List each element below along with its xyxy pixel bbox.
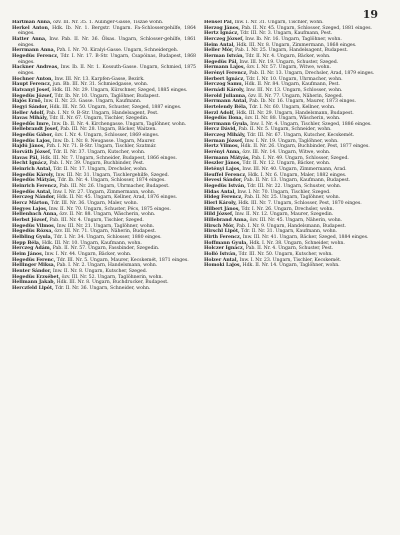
- entry-details: Pzh. I. Nr. 70. Kiralyi-Gasse. Ungarn, Schneidergeh.: [56, 48, 179, 54]
- entry-details: özv. I. Nr. 57. Ungarn, Witwe, wohn.: [246, 65, 331, 71]
- entry-name: Hegedüs Ilona,: [204, 116, 244, 122]
- entry-name: Heim Antal,: [204, 42, 235, 48]
- left-column: [12, 20, 196, 527]
- entry-name: Holló István,: [204, 251, 238, 257]
- entry-details: Pab. I. Nr. 49. Ungarn, Schlosser, Szeged.: [251, 155, 349, 161]
- entry-details: Hdk. III. Nr. 8. Ungarn, Zimmermann, 1868 einges.: [236, 42, 357, 48]
- entry-name: Hegedüs Ferenc,: [12, 257, 56, 263]
- entry-details: Pab. I. Nr. 25. Ungarn, Handelsagent, Budapest.: [235, 48, 348, 54]
- entry-name: Heller Mór,: [204, 48, 234, 54]
- entry-details: Tdr. II. Nr. 4. Ungarn, Bäcker, wohn.: [245, 53, 331, 59]
- entry-details: jun. Bb. III. Nr. 31. Schmiedgasse, wohn.: [52, 82, 149, 88]
- entry-name: Hellinger Miksa,: [12, 263, 56, 269]
- entry-details: Inw. III. Nr. 19. Ungarn, Schuster, Szeged.: [239, 59, 339, 65]
- entry-name: Heim János,: [12, 251, 44, 257]
- directory-entry: [12, 54, 196, 65]
- entry-name: Herényi Ferencz,: [204, 70, 248, 76]
- entry-name: Hegedüs Pál,: [204, 59, 238, 65]
- entry-name: Herczeg József,: [204, 36, 244, 42]
- entry-name: Hirsch Mór,: [204, 223, 235, 229]
- entry-details: Inw. III. Nr. 31. Ungarn, Tischlergehilfe, Szeged.: [55, 172, 170, 178]
- entry-name: Hackner Andreas,: [12, 65, 59, 71]
- entry-name: Hegedüs József,: [12, 93, 54, 99]
- entry-details: Inw. Pab. II. Nr. 36. Ölsas. Ungarn, Schlosser-gehilfe, 1861 einges.: [18, 36, 196, 48]
- entry-details: Pab. I. Nr. 39. Ungarn, Buchbinder, Pest.: [49, 161, 145, 167]
- entry-name: Holzer Antal,: [204, 257, 239, 263]
- entry-name: Hegedűs Imre,: [12, 121, 51, 127]
- entry-name: Hermann Lajos,: [204, 65, 246, 71]
- entry-name: Hercz Dávid,: [204, 127, 237, 133]
- directory-columns: [12, 20, 388, 527]
- entry-details: Inw. III. Nr. 21. Ungarn, Taglöhner, wohn.: [56, 223, 155, 229]
- entry-details: Hdk. III. Nr. 7. Ungarn, Schneider, Budapest, 1866 einges.: [40, 155, 177, 161]
- entry-details: Hdk. II. Nr. 14. Ungarn, Taglöhner, wohn.: [242, 263, 340, 269]
- entry-details: Inw. I. Nr. 27. Ungarn, Zimmermann, wohn.: [53, 189, 156, 195]
- entry-name: Hevesi Sándor,: [204, 178, 243, 184]
- entry-name: Herczeg Ádám,: [12, 246, 52, 252]
- entry-name: Hertz Vilmos,: [204, 144, 240, 150]
- entry-name: Hatvanyi Josef,: [12, 87, 51, 93]
- entry-name: Hecht Ignácz,: [12, 161, 48, 167]
- entry-details: Inw. I. Nr. 19. Ungarn, Taglöhner, wohn.: [244, 138, 339, 144]
- entry-name: Herold Julianna,: [204, 93, 247, 99]
- entry-details: Pab. Ib. Nr. 16. Ungarn, Maurer, 1873 einges.: [249, 99, 356, 105]
- entry-name: Holczer Ignácz,: [204, 246, 245, 252]
- entry-name: Herbert Ignácz,: [204, 76, 245, 82]
- entry-details: Tdr. Ib. Nr. 10. Ungarn, Taglöhner, Budapest.: [54, 93, 160, 99]
- entry-name: Hochner Anton,: [12, 76, 53, 82]
- entry-details: özv. II. Nr. 77. Ungarn, Näherin, Szeged.: [248, 93, 343, 99]
- entry-name: Hegedüs Vilmos,: [12, 223, 56, 229]
- entry-details: Pab. III. Nr. 4. Ungarn, Tischler, Szeged.: [49, 217, 144, 223]
- entry-name: Herczeg Nándor,: [12, 195, 56, 201]
- entry-details: Hdk. Ib. Nr. 1. Bergstr. Ungarn. Fa-Schlossergehilfe, 1864 einges.: [18, 25, 196, 37]
- entry-details: Pab. II. Nr. 13. Ungarn, Drechsler, Arad, 1879 einges.: [249, 70, 375, 76]
- entry-details: Inw. III. Nr. 13. Karpfen-Gasse, Bezirk.: [54, 76, 145, 82]
- directory-entry: [12, 65, 196, 76]
- entry-name: Haupt Ferencz,: [12, 82, 52, 88]
- entry-details: özv. III. Nr. 35. 1. Aulinger-Gasse, Tiszaé wohn.: [53, 20, 164, 25]
- entry-details: Inw. I. Nr. 31. Ungarn, Tischler, wohn.: [234, 20, 324, 25]
- entry-name: Herczfeld Lipót,: [12, 285, 54, 291]
- directory-entry: [12, 37, 196, 48]
- entry-name: Hegedüs Mátyás,: [12, 178, 57, 184]
- entry-name: Heszler János,: [204, 161, 241, 167]
- entry-details: özv. III. Nr. 14. Ungarn, Witwe, wohn.: [242, 150, 331, 156]
- entry-details: Tdr. II. Nr. 17. Ungarn, Drechsler, wohn.: [53, 167, 148, 173]
- entry-details: Hdk. I. Nr. 38. Ungarn, Schneider, wohn.: [249, 240, 345, 246]
- entry-details: Hdk. I. Nr. 6. Ungarn, Maler, 1882 einges.: [247, 172, 347, 178]
- entry-details: Tdr. III. Nr. 5. Ungarn, Maurer, Kecskemét, 1871 einges.: [56, 257, 189, 263]
- entry-name: Hajós Ernő,: [12, 99, 43, 105]
- entry-name: Heinrich Antal,: [12, 167, 52, 173]
- entry-details: Pab. III. Nr. 28. Ungarn, Bäcker, Waitzen.: [60, 127, 157, 133]
- entry-name: Herman József,: [204, 138, 244, 144]
- entry-details: Pab. II. Nr. 4. Ungarn, Schuster, Pest.: [245, 246, 334, 252]
- directory-entry: [204, 263, 388, 269]
- entry-details: özv. II. Nr. 88. Ungarn, Wäscherin, wohn.: [244, 116, 341, 122]
- entry-details: Pab. III. Nr. 26. Ungarn, Uhrmacher, Budapest.: [59, 184, 170, 190]
- entry-details: Tdr. Ib. Nr. 4. Ungarn, Schlosser, 1874 einges.: [57, 178, 166, 184]
- entry-name: Herczog Samu,: [204, 82, 244, 88]
- entry-details: Inw. III. Nr. 40. Ungarn, Zimmermann, Arad.: [242, 167, 347, 173]
- entry-details: Hdk. III. Nr. 7. Ungarn, Schlosser, Pest, 1870 einges.: [238, 201, 362, 206]
- entry-details: Tdr. II. Nr. 67. Ungarn, Tischler, Szegedin.: [49, 116, 149, 122]
- entry-name: Hegedüs Erzsébet,: [12, 274, 61, 280]
- entry-name: Herczeg Mihály,: [204, 133, 246, 139]
- entry-name: Hegedüs Rózsa,: [12, 229, 53, 235]
- right-column: [204, 20, 388, 527]
- entry-name: Havas Mihály,: [12, 116, 48, 122]
- entry-details: Tdr. III. Nr. 22. Ungarn, Schuster, wohn.: [247, 184, 342, 190]
- entry-details: Inw. Ib. II. Nr. 4. Kirchengasse. Ungarn, Taglöhner, wohn.: [51, 121, 187, 127]
- entry-details: Hdk. III. Nr. 8. Ungarn, Buchdrucker, Budapest.: [56, 280, 169, 286]
- entry-name: Hajdú János,: [12, 144, 45, 150]
- entry-details: özv. I. Nr. 4. Ungarn, Schlosser, 1869 einges.: [54, 133, 160, 139]
- entry-details: Inw. I. Nr. 4. Ungarn, Tischler, Szeged, 1886 einges.: [250, 121, 372, 127]
- entry-details: Hdk. III. Nr. 10. Ungarn, Kaufmann, wohn.: [41, 240, 142, 246]
- directory-entry: [12, 286, 196, 292]
- entry-details: Inw. II. Nr. 12. Ungarn, Maurer, Szegedin.: [234, 212, 334, 218]
- entry-details: Tdr. II. Nr. 36. Ungarn, Schneider, wohn.: [55, 285, 151, 291]
- entry-details: Hdk. III. Nr. 29. Ungarn, Handelsmann, Budapest.: [236, 110, 354, 116]
- entry-name: Hegedüs Antal,: [12, 189, 52, 195]
- entry-name: Hermann Mátyás,: [204, 155, 250, 161]
- entry-name: Hilbert János,: [204, 206, 240, 212]
- entry-details: Inw. II. Nr. 23. Gasse. Ungarn, Kaufmann.: [43, 99, 142, 105]
- entry-details: özv. III. Nr. 45. Ungarn, Näherin, wohn.: [249, 217, 343, 223]
- entry-name: Hellmann Jakab,: [12, 280, 56, 286]
- entry-name: Herkel Anton,: [12, 25, 50, 31]
- entry-name: Hernádi Károly,: [204, 87, 245, 93]
- entry-details: Tdr. I. Nr. 60. Ungarn, Kellner, wohn.: [248, 104, 336, 110]
- entry-details: Pab. II. Nr. 45. Ungarn, Schlosser, Szeged, 1881 einges.: [241, 25, 372, 31]
- entry-details: Inw. III. Nr. 13. Ungarn, Schlosser, wohn.: [246, 87, 343, 93]
- entry-details: özv. II. Nr. 88. Ungarn, Wäscherin, wohn.: [59, 212, 156, 218]
- entry-name: Hegedüs Károly,: [12, 172, 55, 178]
- entry-details: Tdr. II. Nr. 12. Ungarn, Bäcker, wohn.: [242, 161, 331, 167]
- entry-details: Pab. II. Nr. 13. Ungarn, Kaufmann, Budapest.: [243, 178, 351, 184]
- entry-details: Pab. II. Nr. 25. Ungarn, Taglöhner, wohn.: [244, 195, 341, 201]
- entry-details: Inw. I. Nr. 23. Ungarn, Tischler, Kecskemét.: [239, 257, 342, 263]
- entry-details: Tdr. I. Nr. 10. Ungarn, Uhrmacher, wohn.: [246, 76, 343, 82]
- entry-details: Pab. I. Nr. 2. Ungarn, Handelsmann, wohn.: [56, 263, 158, 269]
- entry-name: Hetényi Lajos,: [204, 167, 241, 173]
- entry-name: Hild József,: [204, 212, 234, 218]
- entry-details: Hdk. II. Nr. 84. Ungarn, Kaufmann, Pest.: [244, 82, 340, 88]
- entry-name: Hegyi Sándor,: [12, 104, 49, 110]
- entry-name: Havas Pál,: [12, 155, 39, 161]
- entry-name: Homoki Lajos,: [204, 263, 242, 269]
- entry-name: Hensel Pál,: [204, 20, 234, 25]
- entry-name: Herzl Adolf,: [204, 110, 235, 116]
- entry-details: Tdr. II. Nr. 31. Ungarn, Kaufmann, wohn.: [241, 229, 337, 235]
- entry-name: Hegedüs István,: [204, 184, 246, 190]
- entry-name: Hegedüs Gábor,: [12, 133, 54, 139]
- entry-details: Pzh. I. Nr. 71. B-Str. Ungarn, Tischler, Szatmár.: [46, 144, 157, 150]
- entry-name: Herman István,: [204, 53, 245, 59]
- entry-name: Helbling Gyula,: [12, 234, 53, 240]
- entry-details: Inw. III. Nr. 41. Ungarn, Bäcker, Szeged, 1884 einges.: [242, 234, 369, 240]
- page-number: 19: [362, 8, 378, 21]
- entry-details: Inw. Ib. II. Nr. 1. Kossuth-Gasse. Ungarn, Schmied, 1875 einges.: [18, 65, 196, 76]
- entry-details: özv. III. Nr. 71. Ungarn, Näherin, Budapest.: [54, 229, 157, 235]
- entry-details: Inw. II. Nr. 8. Ungarn, Kutscher, Szeged.: [52, 268, 148, 274]
- entry-details: Tdr. I. Nr. 26. Ungarn, Drechsler, wohn.: [241, 206, 334, 212]
- entry-name: Hertz Ignácz,: [204, 31, 239, 37]
- entry-details: Hdk. III. Nr. 29. Ungarn, Kürschner, Szeged, 1885 einges.: [52, 87, 188, 93]
- entry-name: Hirth Ferencz,: [204, 234, 242, 240]
- entry-name: Hartman Anna,: [12, 20, 52, 25]
- entry-details: Pab. II. Nr. 5. Ungarn, Schneider, wohn.: [238, 127, 332, 133]
- entry-details: Tdr. III. Nr. 36. Ungarn, Maler, wohn.: [50, 201, 139, 206]
- entry-name: Hidas Antal,: [204, 189, 236, 195]
- entry-details: Inw. Ib. Nr. 16. Ungarn, Taglöhner, wohn.: [245, 36, 342, 42]
- entry-details: Pab. II. Nr. 57. Ungarn, Fassbinder, Szegedin.: [52, 246, 160, 252]
- entry-details: Tdr. III. Nr. 67. Ungarn, Kutscher, Kecskemét.: [247, 133, 355, 139]
- entry-name: Hillebrand Anna,: [204, 217, 249, 223]
- entry-details: Tdr. I. Nr. 17. B-Str. Ungarn, Csapóinas, Budapest, 1868 einges.: [18, 53, 196, 65]
- entry-name: Hegyes Lajos,: [12, 206, 48, 212]
- entry-name: Hegedüs Lajos,: [12, 138, 52, 144]
- entry-name: Horváth József,: [12, 150, 52, 156]
- entry-name: Hoffmann Gyula,: [204, 240, 248, 246]
- entry-name: Herbst József,: [12, 217, 49, 223]
- entry-details: Inw. II. Nr. 70. Ungarn, Schuster, Pécs, 1875 einges.: [48, 206, 171, 212]
- entry-name: Hideg Ferencz,: [204, 195, 243, 201]
- entry-name: Hirschl Lipót,: [204, 229, 240, 235]
- entry-name: Hellenbach Anna,: [12, 212, 58, 218]
- entry-name: Hierl Károly,: [204, 201, 237, 206]
- entry-details: Tdr. III. Nr. 3. Ungarn, Kaufmann, Pest.: [240, 31, 333, 37]
- entry-details: Inw. I. Nr. 44. Ungarn, Bäcker, wohn.: [44, 251, 132, 257]
- entry-details: özv. III. Nr. 52. Ungarn, Taglöhnerin, wohn.: [61, 274, 163, 280]
- entry-details: Inw. Ib. I. Nr. 8. Neugasse. Ungarn, Maurer.: [52, 138, 156, 144]
- entry-name: Herrmann Gyula,: [204, 121, 249, 127]
- entry-details: Tdr. I. Nr. 34. Ungarn, Schlosser, 1880 einges.: [53, 234, 162, 240]
- entry-name: Hepp Béla,: [12, 240, 41, 246]
- entry-details: Inw. I. Nr. 70. Ungarn, Tischler, Szeged.: [237, 189, 331, 195]
- entry-details: Pab. I. Nr. 9. Ungarn, Handelsmann, Budapest.: [236, 223, 346, 229]
- entry-name: Herzog János,: [204, 25, 240, 31]
- entry-name: Heller Adolf,: [12, 110, 45, 116]
- directory-entry: [12, 26, 196, 37]
- entry-name: Herrmann Antal,: [204, 99, 248, 105]
- entry-details: Pab. I. Nr. 9. B-Str. Ungarn, Handelsagent, Pest.: [46, 110, 159, 116]
- entry-name: Hatter Anna,: [12, 36, 47, 42]
- entry-name: Henter Sándor,: [12, 268, 52, 274]
- entry-name: Hercz Márton,: [12, 201, 50, 206]
- entry-name: Hegedüs Ferencz,: [12, 53, 59, 59]
- entry-name: Heuffel Ferencz,: [204, 172, 247, 178]
- entry-name: Hellebrandt Josef,: [12, 127, 59, 133]
- entry-details: Tdr. III. Nr. 50. Ungarn, Kutscher, wohn.: [238, 251, 333, 257]
- entry-name: Herrmann Anna,: [12, 48, 56, 54]
- entry-details: Hdk. II. Nr. 26. Ungarn, Buchbinder, Pest, 1877 einges.: [240, 144, 370, 150]
- entry-name: Hertelendy Béla,: [204, 104, 248, 110]
- entry-details: Hdk. III. Nr. 50. Ungarn, Schuster, Szeged, 1887 einges.: [49, 104, 182, 110]
- entry-name: Heinrich Ferencz,: [12, 184, 58, 190]
- entry-name: Herényi Anna,: [204, 150, 241, 156]
- entry-details: Tdr. II. Nr. 37. Ungarn, Kutscher, wohn.: [52, 150, 146, 156]
- entry-details: Hdk. II. Nr. 45. Ungarn, Kellner, Arad, 1876 einges.: [56, 195, 178, 201]
